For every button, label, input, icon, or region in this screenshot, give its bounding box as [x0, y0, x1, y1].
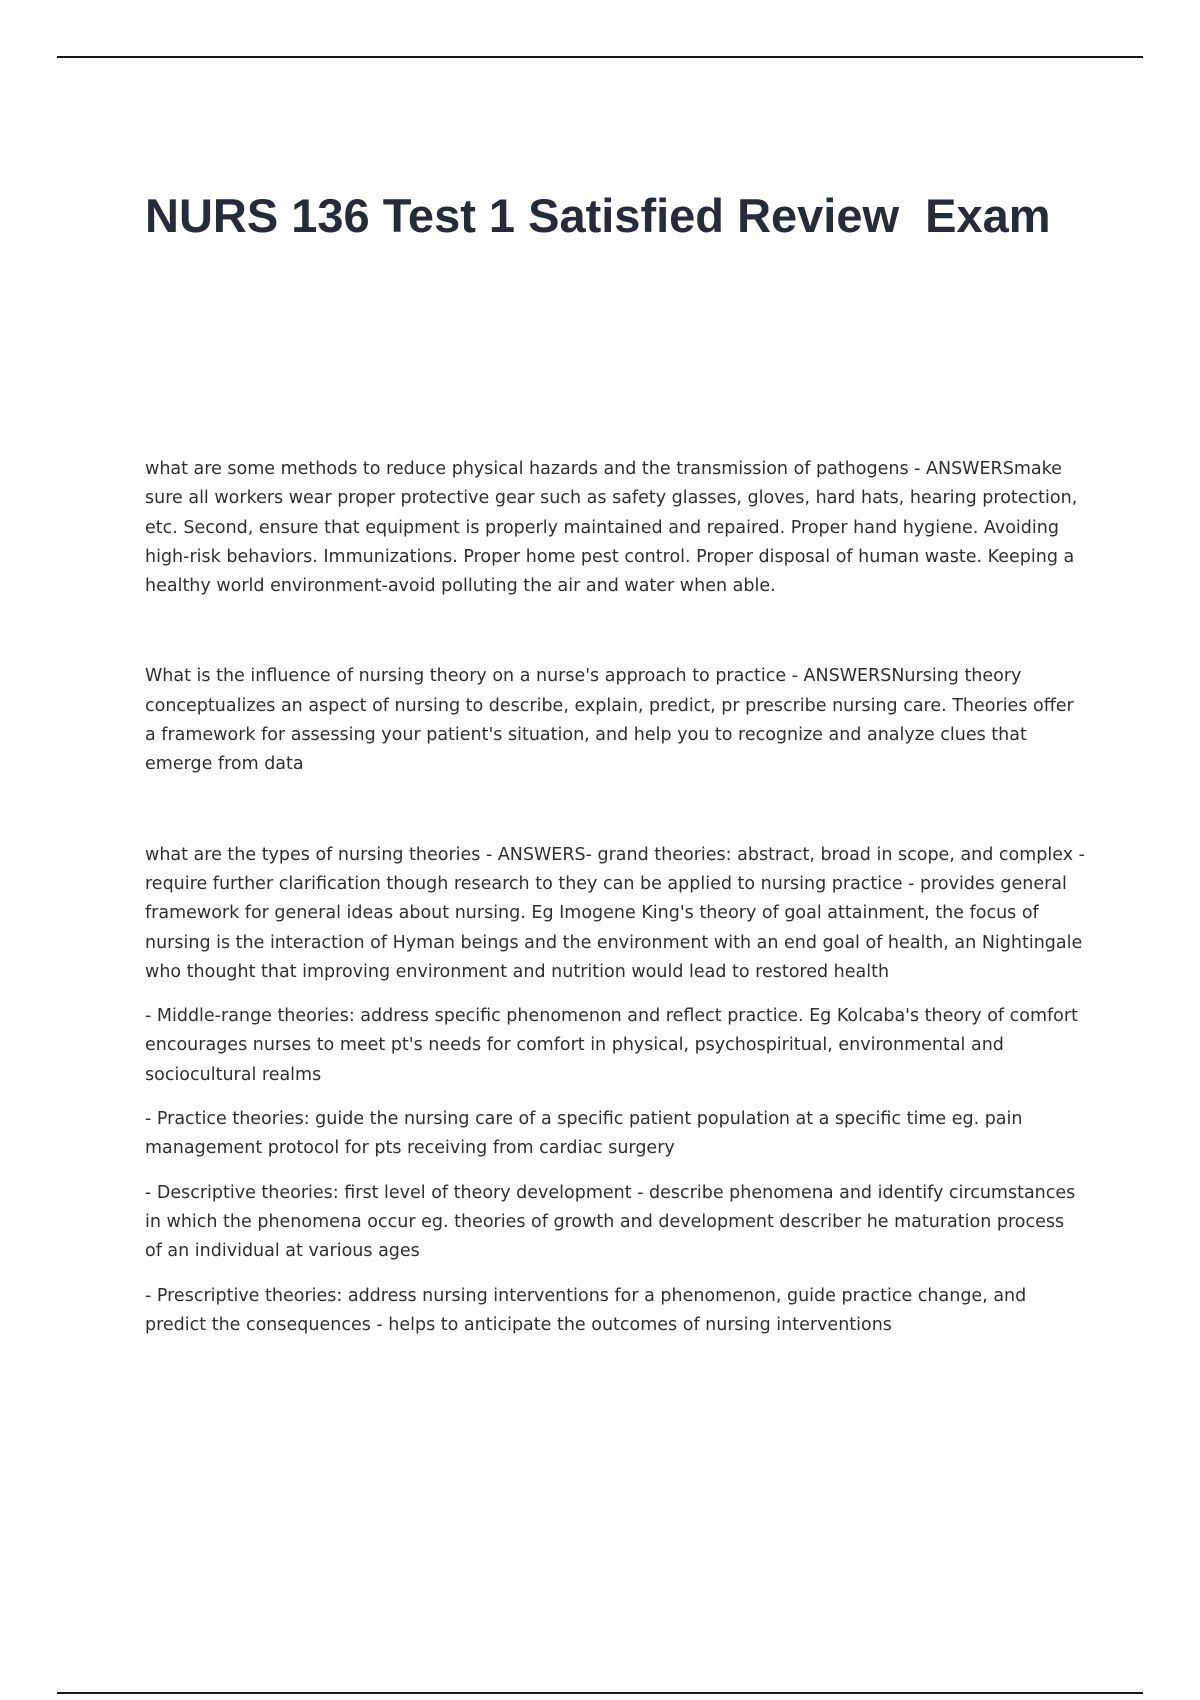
qa-block-types-of-theories: what are the types of nursing theories - ANSWERS- grand theories: abstract, broad in scope, and complex - require further clarification though research to they can be applied to nursing practice - provides general framework for general ideas about nursing. Eg Imogene King's theory of goal attainment, the focus of nursing is the interaction of Hyman beings and the environment with an end goal of health, an Nightingale who thought that improving environment and nutrition would lead to restored health — [145, 844, 1085, 982]
list-item-practice: - Practice theories: guide the nursing care of a specific patient population at a specific time eg. pain management protocol for pts receiving from cardiac surgery — [145, 1109, 1023, 1159]
list-item-descriptive: - Descriptive theories: first level of theory development - describe phenomena and identify circumstances in which the phenomena occur eg. theories of growth and development describer he maturation process of an individual at various ages — [145, 1182, 1076, 1262]
top-divider — [57, 56, 1143, 58]
list-item-middle-range: - Middle-range theories: address specific phenomenon and reflect practice. Eg Kolcaba's theory of comfort encourages nurses to meet pt's needs for comfort in physical, psychospiritual, environmental and sociocultural realms — [145, 1006, 1078, 1085]
qa-block-nursing-theory-influence: What is the influence of nursing theory on a nurse's approach to practice - ANSWERSNursing theory conceptualizes an aspect of nursing to describe, explain, predict, pr prescribe nursing care. Theories offer a framework for assessing your patient's situation, and help you to recognize and analyze clues that emerge from data — [145, 666, 1074, 775]
qa-block-physical-hazards: what are some methods to reduce physical hazards and the transmission of pathogens - ANSWERSmake sure all workers wear proper protective gear such as safety glasses, gloves, hard hats, hearing protection, etc. Second, ensure that equipment is properly maintained and repaired. Proper hand hygiene. Avoiding high-risk behaviors. Immunizations. Proper home pest control. Proper disposal of human waste. Keeping a healthy world environment-avoid polluting the air and water when able. — [145, 459, 1078, 597]
list-item-prescriptive: - Prescriptive theories: address nursing interventions for a phenomenon, guide practice change, and predict the consequences - helps to anticipate the outcomes of nursing interventions — [145, 1285, 1027, 1335]
bottom-divider — [57, 1692, 1143, 1694]
document-body — [145, 455, 1085, 1340]
page-title: NURS 136 Test 1 Satisfied Review Exam — [145, 189, 1051, 242]
